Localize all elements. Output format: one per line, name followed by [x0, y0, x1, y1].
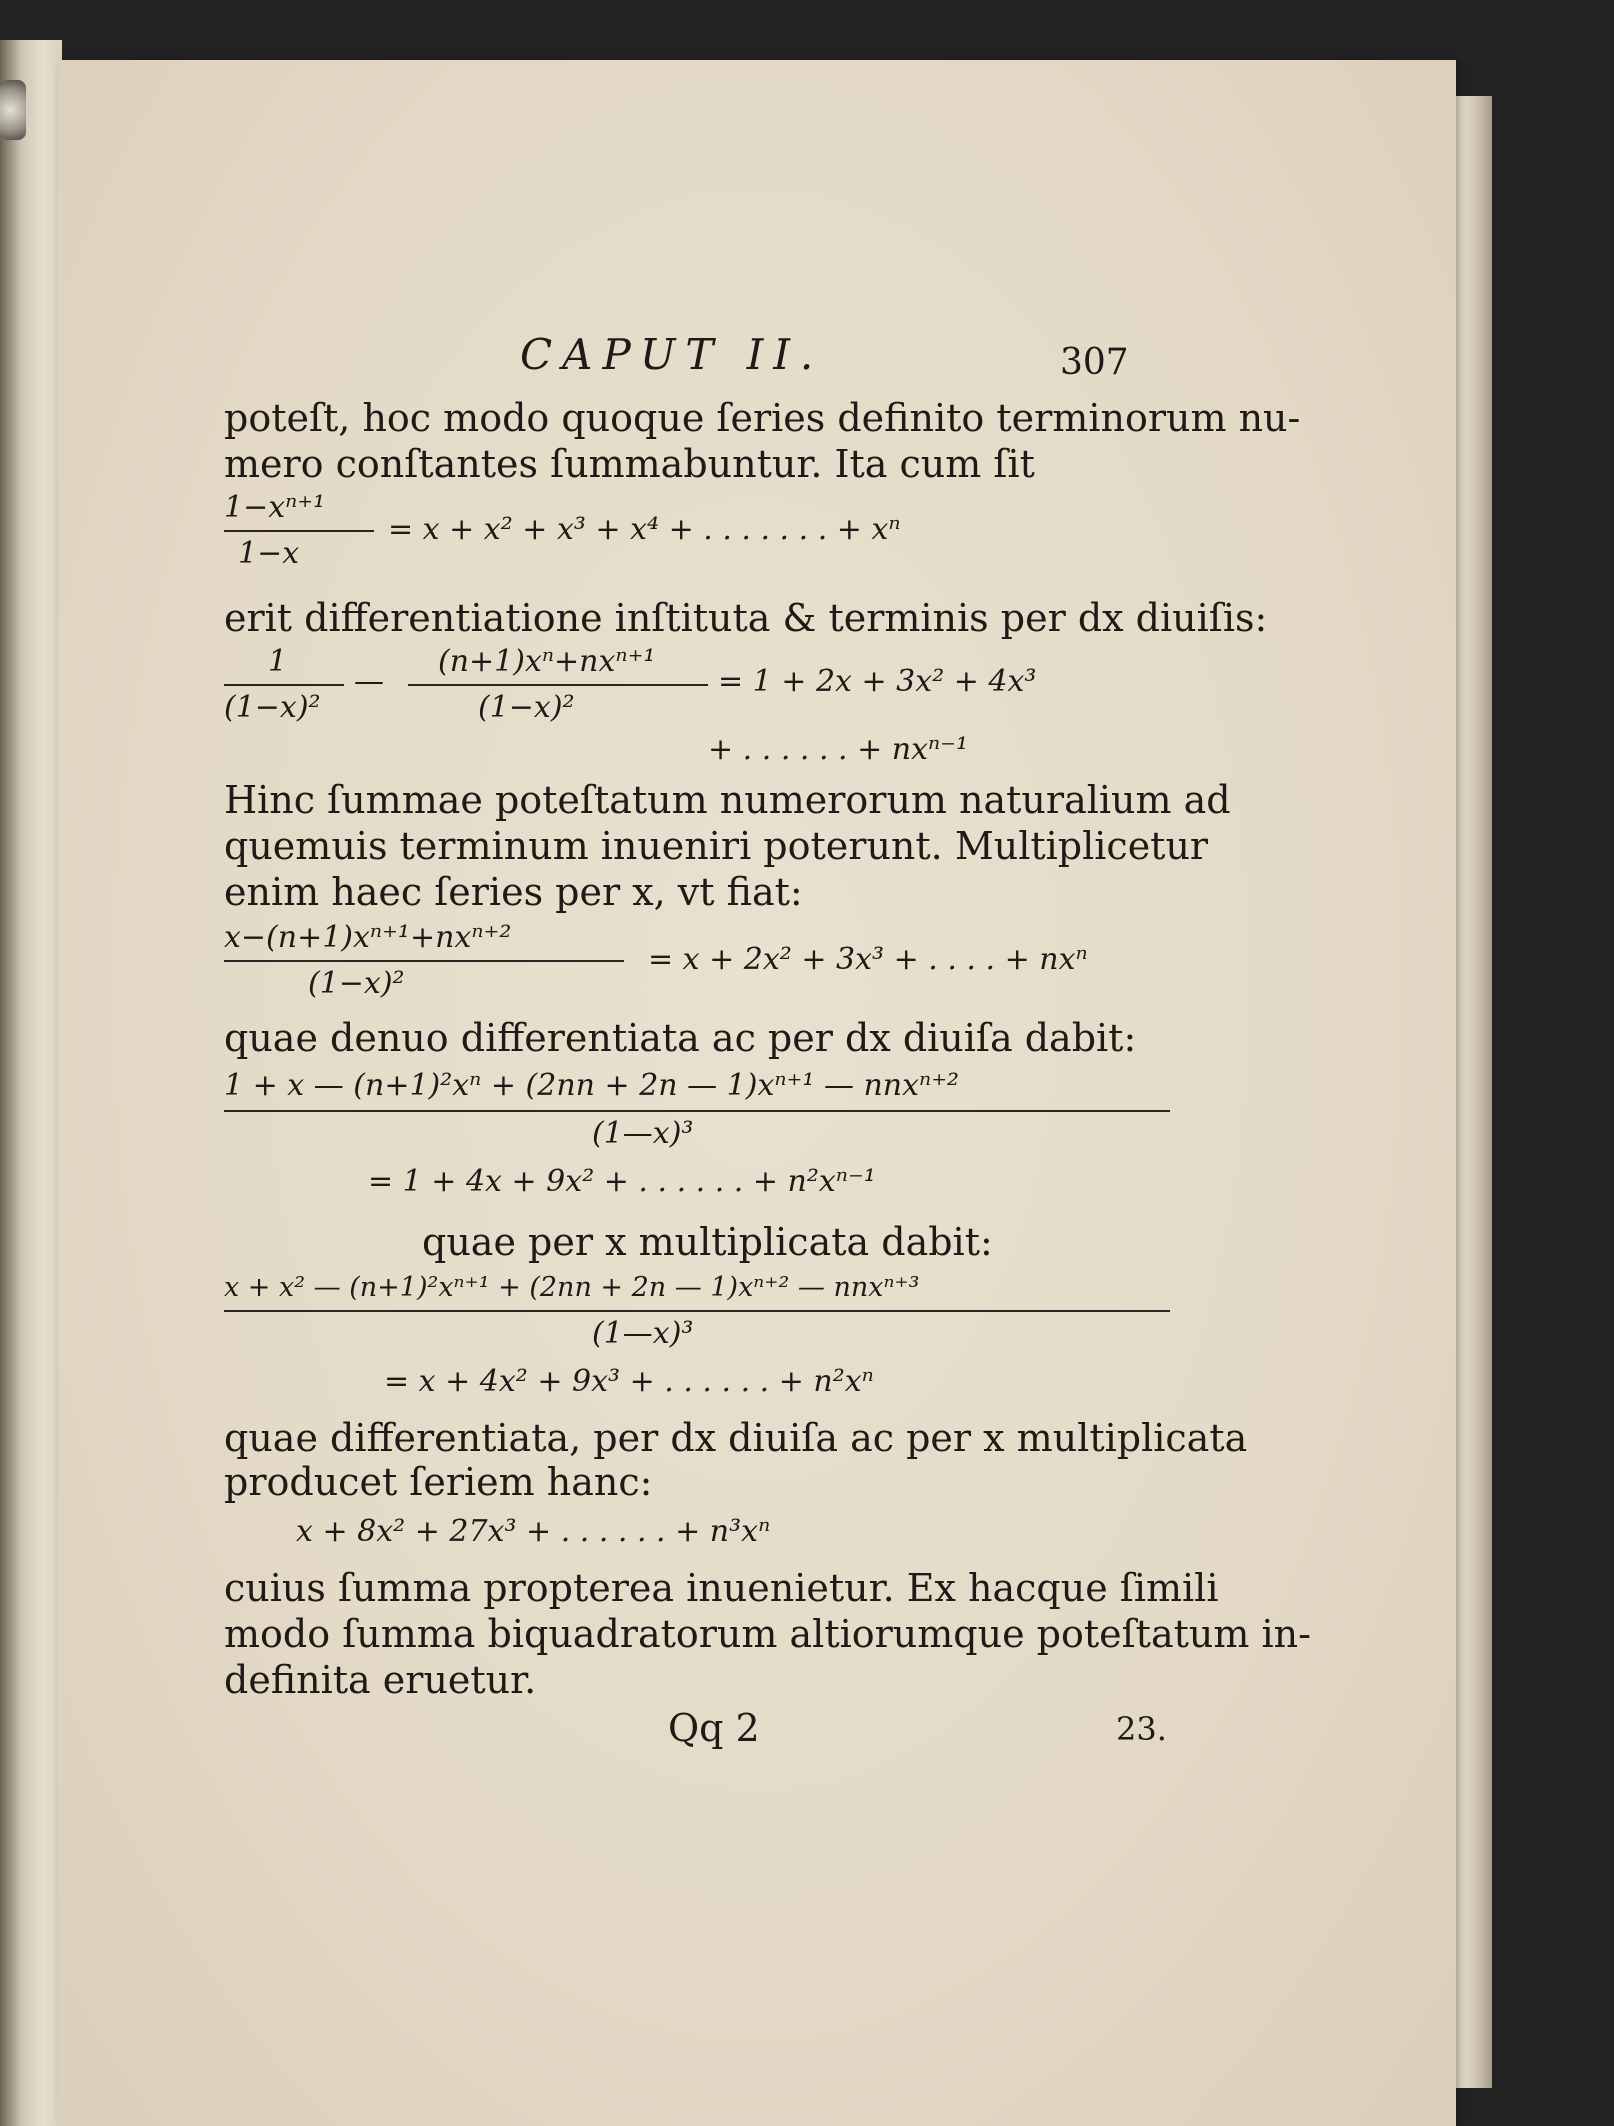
- minus-sign: —: [354, 664, 384, 699]
- fraction-denominator: (1−x)²: [308, 966, 405, 1001]
- series-rhs: = x + 2x² + 3x³ + . . . . + nxⁿ: [648, 942, 1088, 977]
- text-line: quae denuo differentiata ac per dx diuiſa dabit:: [224, 1016, 1137, 1060]
- fraction-bar: [224, 684, 344, 686]
- fraction-numerator: (n+1)xⁿ+nxⁿ⁺¹: [438, 644, 656, 679]
- fraction-bar: [224, 530, 374, 532]
- fraction-numerator: x−(n+1)xⁿ⁺¹+nxⁿ⁺²: [224, 920, 512, 955]
- fraction-bar: [224, 960, 624, 962]
- text-line: cuius ſumma propterea inuenietur. Ex hacque ſimili: [224, 1566, 1219, 1610]
- text-line: erit differentiatione inſtituta & terminis per dx diuiſis:: [224, 596, 1268, 640]
- fraction-numerator: 1 + x — (n+1)²xⁿ + (2nn + 2n — 1)xⁿ⁺¹ — nnxⁿ⁺²: [224, 1068, 960, 1103]
- text-line: poteſt, hoc modo quoque ſeries definito terminorum nu-: [224, 396, 1301, 440]
- text-line: quae differentiata, per dx diuiſa ac per x multiplicata: [224, 1416, 1248, 1460]
- text-line: definita eruetur.: [224, 1658, 537, 1702]
- fraction-bar: [408, 684, 708, 686]
- text-line: enim haec ſeries per x, vt fiat:: [224, 870, 803, 914]
- fraction-numerator: x + x² — (n+1)²xⁿ⁺¹ + (2nn + 2n — 1)xⁿ⁺² — nnxⁿ⁺³: [224, 1272, 920, 1303]
- text-line: Hinc ſummae poteſtatum numerorum naturalium ad: [224, 778, 1231, 822]
- book-page: [58, 60, 1456, 2126]
- fraction-denominator: (1—x)³: [592, 1316, 694, 1351]
- fraction-denominator: (1—x)³: [592, 1116, 694, 1151]
- page-content: [58, 60, 1456, 2126]
- text-line: producet ſeriem hanc:: [224, 1460, 653, 1504]
- fraction-numerator: 1−xⁿ⁺¹: [224, 490, 326, 525]
- series-rhs: = 1 + 4x + 9x² + . . . . . . + n²xⁿ⁻¹: [368, 1164, 876, 1199]
- text-line: quemuis terminum inueniri poterunt. Multiplicetur: [224, 824, 1209, 868]
- series-continuation: + . . . . . . + nxⁿ⁻¹: [708, 732, 969, 767]
- running-head: CAPUT II.: [520, 330, 824, 379]
- signature-mark: Qq 2: [668, 1706, 760, 1750]
- series-formula: x + 8x² + 27x³ + . . . . . . + n³xⁿ: [296, 1514, 771, 1549]
- page-number: 307: [1060, 342, 1129, 383]
- text-line: quae per x multiplicata dabit:: [422, 1220, 993, 1264]
- fraction-denominator: (1−x)²: [478, 690, 575, 725]
- fraction-bar: [224, 1110, 1170, 1112]
- series-rhs: = x + x² + x³ + x⁴ + . . . . . . . + xⁿ: [388, 512, 901, 547]
- catchword: 23.: [1116, 1710, 1167, 1748]
- fraction-denominator: 1−x: [238, 536, 300, 571]
- series-rhs: = 1 + 2x + 3x² + 4x³: [718, 664, 1037, 699]
- book-spine: [0, 40, 62, 2126]
- text-line: mero conſtantes ſummabuntur. Ita cum ſit: [224, 442, 1035, 486]
- series-rhs: = x + 4x² + 9x³ + . . . . . . + n²xⁿ: [384, 1364, 874, 1399]
- fraction-denominator: (1−x)²: [224, 690, 321, 725]
- book-clip: [0, 80, 26, 140]
- fraction-numerator: 1: [268, 644, 288, 679]
- fraction-bar: [224, 1310, 1170, 1312]
- text-line: modo ſumma biquadratorum altiorumque poteſtatum in-: [224, 1612, 1311, 1656]
